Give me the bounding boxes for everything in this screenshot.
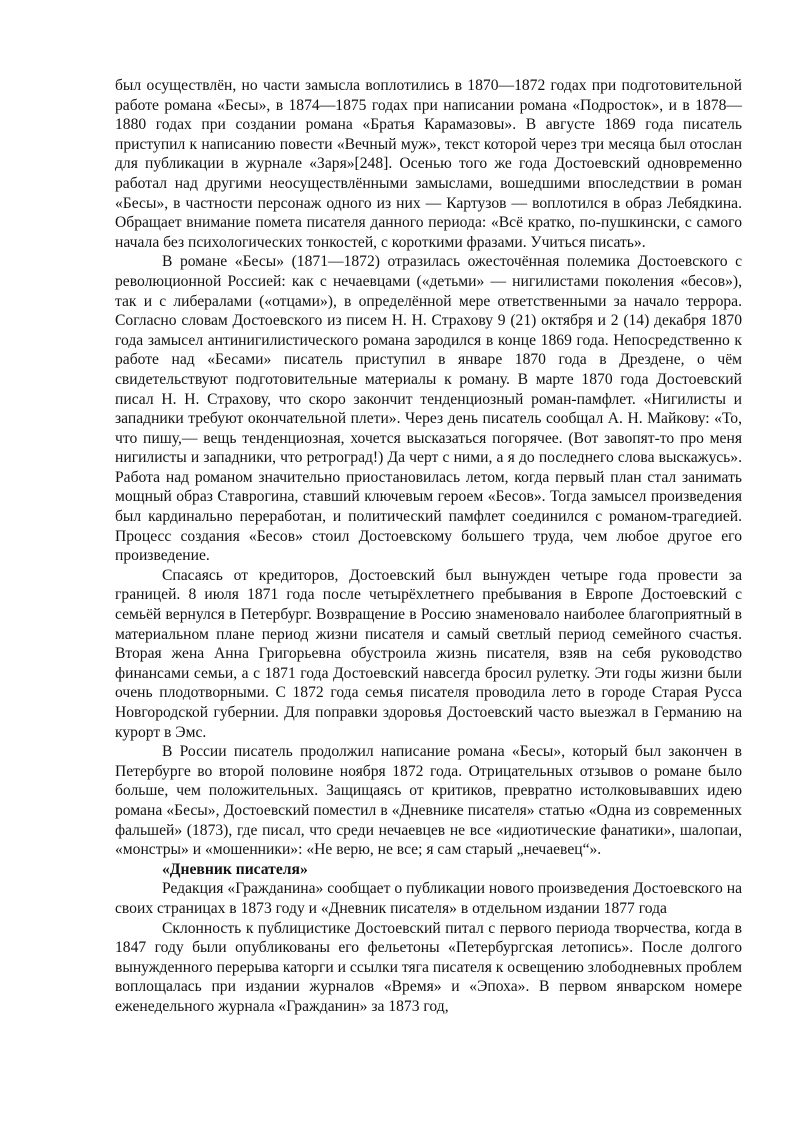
paragraph-besy-reception: В России писатель продолжил написание романа «Бесы», который был закончен в Петербурге во второй половине ноября 1872 года. Отрицательных отзывов о романе было больше, чем положительных. Защищаясь от критиков, превратно истолковывавших идею романа «Бесы», Достоевский поместил в «Дневнике писателя» статью «Одна из современных фальшей» (1873), где писал, что среди нечаевцев не все «идиотические фанатики», шалопаи, «монстры» и «мошенники»: «Не верю, не все; я сам старый „нечаевец“». (115, 743, 742, 859)
paragraph-publicism: Склонность к публицистике Достоевский питал с первого периода творчества, когда в 1847 году были опубликованы его фельетоны «Петербургская летопись». После долгого вынужденного перерыва каторги и ссылки тяга писателя к освещению злободневных проблем воплощалась при издании журналов «Время» и «Эпоха». В первом январском номере еженедельного журнала «Гражданин» за 1873 год, (115, 919, 742, 1015)
paragraph-grazhdanin-notice: Редакция «Гражданина» сообщает о публикации нового произведения Достоевского на своих страницах в 1873 году и «Дневник писателя» в отдельном издании 1877 года (115, 880, 742, 917)
section-heading-dnevnik: «Дневник писателя» (162, 860, 308, 878)
paragraph-besy-polemic: В романе «Бесы» (1871—1872) отразилась ожесточённая полемика Достоевского с революционной Россией: как с нечаевцами («детьми» — нигилистами поколения «бесов»), так и с либералами («отцами»), в определённой мере ответственными за начало террора. Согласно словам Достоевского из писем Н. Н. Страхову 9 (21) октября и 2 (14) декабря 1870 года замысел антинигилистического романа зародился в конце 1869 года. Непосредственно к работе над «Бесами» писатель приступил в январе 1870 года в Дрездене, о чём свидетельствуют подготовительные материалы к роману. В марте 1870 года Достоевский писал Н. Н. Страхову, что скоро закончит тенденциозный роман-памфлет. «Нигилисты и западники требуют окончательной плети». Через день писатель сообщал А. Н. Майкову: «То, что пишу,— вещь тенденциозная, хочется высказаться погорячее. (Вот завопят-то про меня нигилисты и западники, что ретроград!) Да черт с ними, а я до последнего слова выскажусь». Работа над романом значительно приостановилась летом, когда первый план стал занимать мощный образ Ставрогина, ставший ключевым героем «Бесов». Тогда замысел произведения был кардинально переработан, и политический памфлет соединился с романом-трагедией. Процесс создания «Бесов» стоил Достоевскому большего труда, чем любое другое его произведение. (115, 253, 742, 565)
paragraph-vechny-muzh: был осуществлён, но части замысла воплотились в 1870—1872 годах при подготовительной работе романа «Бесы», в 1874—1875 годах при написании романа «Подросток», и в 1878—1880 годах при создании романа «Братья Карамазовы». В августе 1869 года писатель приступил к написанию повести «Вечный муж», текст которой через три месяца был отослан для публикации в журнале «Заря»[248]. Осенью того же года Достоевский одновременно работал над другими неосуществлёнными замыслами, вошедшими впоследствии в роман «Бесы», в частности персонаж одного из них — Картузов — воплотился в образ Лебядкина. Обращает внимание помета писателя данного периода: «Всё кратко, по-пушкински, с самого начала без психологических тонкостей, с короткими фразами. Учиться писать». (115, 77, 742, 251)
paragraph-return-to-russia: Спасаясь от кредиторов, Достоевский был вынужден четыре года провести за границей. 8 июля 1871 года после четырёхлетнего пребывания в Европе Достоевский с семьёй вернулся в Петербург. Возвращение в Россию знаменовало наиболее благоприятный в материальном плане период жизни писателя и самый светлый период семейного счастья. Вторая жена Анна Григорьевна обустроила жизнь писателя, взяв на себя руководство финансами семьи, а с 1871 года Достоевский навсегда бросил рулетку. Эти годы жизни были очень плодотворными. С 1872 года семья писателя проводила лето в городе Старая Русса Новгородской губернии. Для поправки здоровья Достоевский часто выезжал в Германию на курорт в Эмс. (115, 566, 742, 741)
document-page (115, 76, 742, 1017)
